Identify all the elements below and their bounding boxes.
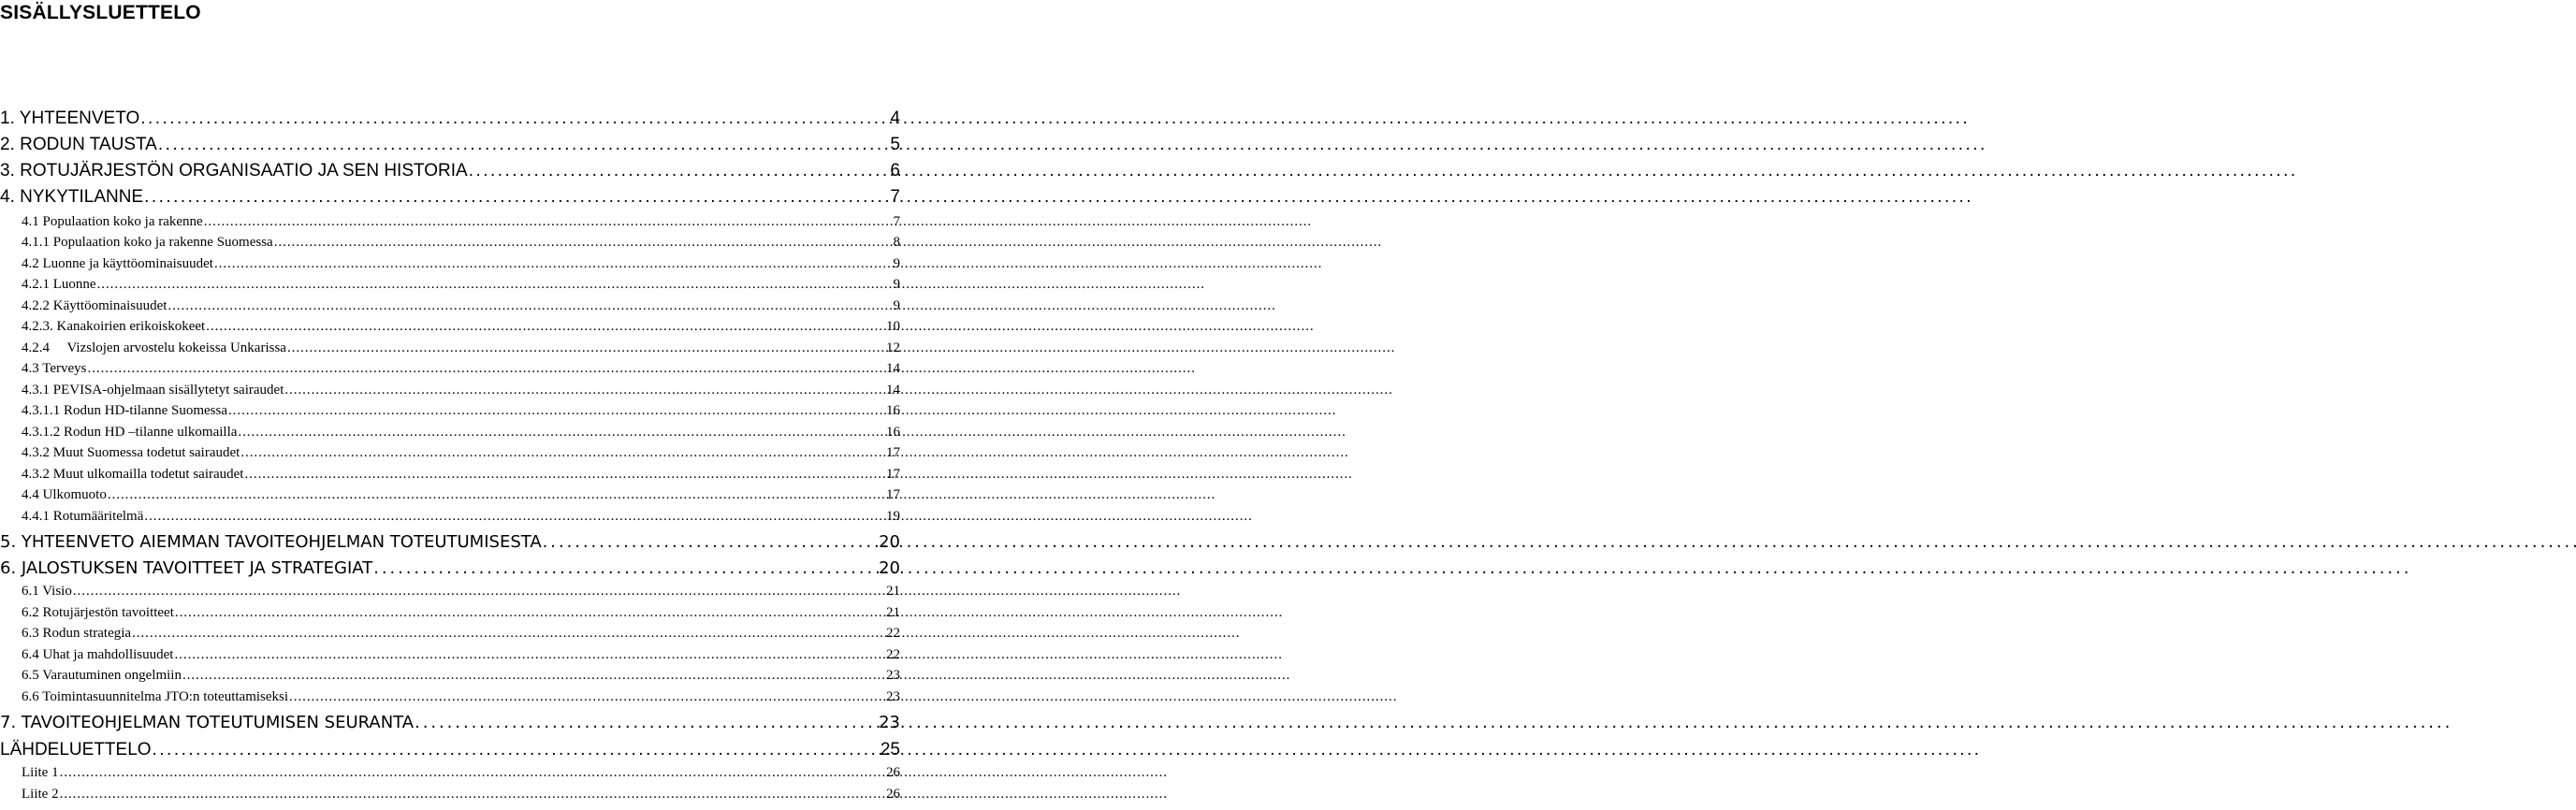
toc-dot-leader [144,509,885,525]
toc-entry-label: 6.1 Visio [22,584,72,599]
toc-entry-label: 4.2 Luonne ja käyttöominaisuudet [22,256,213,271]
toc-entry-label: 6.6 Toimintasuunnitelma JTO:n toteuttamiseksi [22,689,289,704]
toc-entry[interactable] [0,277,900,293]
toc-dot-leader [238,425,885,441]
toc-page-number: 8 [893,235,900,250]
toc-page-number: 9 [893,277,900,292]
toc-page-number: 9 [893,298,900,313]
toc-dot-leader [214,256,893,272]
toc-dot-leader [158,135,890,155]
toc-entry-label: Liite 1 [22,765,59,780]
toc-dot-leader [543,532,878,552]
toc-page-number: 16 [886,403,900,418]
toc-entry[interactable] [0,647,900,663]
toc-dot-leader [274,235,893,251]
toc-page-number: 20 [879,558,900,578]
toc-entry-label: 4.1.1 Populaation koko ja rakenne Suomessa [22,235,273,250]
toc-page-number: 20 [879,532,900,552]
toc-entry[interactable] [0,298,900,314]
toc-entry-label: 6.2 Rotujärjestön tavoitteet [22,605,174,620]
toc-page-number: 14 [886,383,900,398]
toc-page-number: 25 [880,740,900,759]
toc-page-number: 26 [886,787,900,802]
toc-dot-leader [108,487,885,503]
toc-page-number: 16 [886,425,900,440]
toc-page-number: 4 [890,108,900,128]
toc-entry[interactable] [0,740,900,760]
toc-dot-leader [287,340,885,356]
toc-entry-label: 3. ROTUJÄRJESTÖN ORGANISAATIO JA SEN HISTORIA [0,161,468,181]
toc-entry-label: 7. TAVOITEOHJELMAN TOTEUTUMISEN SEURANTA [0,713,415,732]
page-title: SISÄLLYSLUETTELO [0,2,201,23]
toc-entry-label: 4.3 Terveys [22,361,87,376]
toc-page-number: 23 [886,689,900,704]
toc-dot-leader [228,403,885,419]
toc-entry[interactable] [0,689,900,705]
toc-entry-label: 2. RODUN TAUSTA [0,135,157,154]
toc-entry[interactable] [0,340,900,356]
toc-dot-leader [284,383,885,398]
toc-page-number: 10 [886,319,900,334]
toc-dot-leader [206,319,885,335]
toc-entry[interactable] [0,626,900,642]
toc-entry[interactable] [0,161,900,181]
toc-entry-label: 4.2.3. Kanakoirien erikoiskokeet [22,319,206,334]
toc-entry[interactable] [0,256,900,272]
toc-entry[interactable] [0,605,900,621]
toc-entry[interactable] [0,765,900,781]
toc-dot-leader [140,108,889,129]
toc-entry-label: 4.2.2 Käyttöominaisuudet [22,298,167,313]
toc-entry-label: 4.4 Ulkomuoto [22,487,107,502]
toc-entry-label: LÄHDELUETTELO [0,740,152,759]
toc-dot-leader [244,467,885,483]
toc-entry-label: 6. JALOSTUKSEN TAVOITTEET JA STRATEGIAT [0,558,373,578]
toc-page-number: 5 [890,135,900,154]
toc-entry-label: 6.3 Rodun strategia [22,626,132,641]
toc-entry-label: 4.2.4 Vizslojen arvostelu kokeissa Unkarissa [22,340,286,355]
toc-entry[interactable] [0,668,900,684]
toc-dot-leader [144,187,889,208]
toc-entry-label: 1. YHTEENVETO [0,108,140,128]
toc-page-number: 21 [886,584,900,599]
toc-dot-leader [240,445,885,461]
toc-page-number: 9 [893,256,900,271]
document-page [0,0,898,810]
toc-dot-leader [167,298,892,314]
toc-entry[interactable] [0,235,900,251]
toc-dot-leader [73,584,885,600]
toc-page-number: 22 [886,626,900,641]
toc-dot-leader [373,558,878,578]
toc-page-number: 6 [890,161,900,181]
toc-entry[interactable] [0,319,900,335]
toc-dot-leader [175,605,885,621]
toc-entry-label: 4.3.2 Muut ulkomailla todetut sairaudet [22,467,244,482]
toc-page-number: 21 [886,605,900,620]
toc-dot-leader [153,740,880,760]
toc-entry-label: 4.3.1.1 Rodun HD-tilanne Suomessa [22,403,227,418]
toc-entry-label: 4.4.1 Rotumääritelmä [22,509,144,524]
toc-page-number: 12 [886,340,900,355]
toc-page-number: 19 [886,509,900,524]
toc-entry[interactable] [0,467,900,483]
toc-entry-label: 4.1 Populaation koko ja rakenne [22,214,203,229]
toc-dot-leader [289,689,885,705]
toc-entry[interactable] [0,532,900,552]
toc-page-number: 7 [890,187,900,207]
toc-entry-label: 4.3.1 PEVISA-ohjelmaan sisällytetyt sairaudet [22,383,284,398]
toc-entry[interactable] [0,425,900,441]
toc-dot-leader [60,765,885,781]
toc-entry[interactable] [0,445,900,461]
toc-entry[interactable] [0,383,900,398]
toc-dot-leader [174,647,885,663]
toc-page-number: 14 [886,361,900,376]
toc-entry-label: 4.3.1.2 Rodun HD –tilanne ulkomailla [22,425,238,440]
toc-page-number: 23 [879,713,900,732]
toc-entry[interactable] [0,713,900,732]
toc-entry-label: Liite 2 [22,787,59,802]
toc-entry[interactable] [0,214,900,230]
toc-page-number: 17 [886,467,900,482]
toc-entry-label: 6.4 Uhat ja mahdollisuudet [22,647,174,662]
toc-entry[interactable] [0,187,900,208]
toc-page-number: 17 [886,487,900,502]
toc-entry[interactable] [0,135,900,155]
toc-dot-leader [60,787,885,803]
toc-entry[interactable] [0,108,900,129]
toc-entry[interactable] [0,558,900,578]
toc-page-number: 22 [886,647,900,662]
toc-entry-label: 5. YHTEENVETO AIEMMAN TAVOITEOHJELMAN TOTEUTUMISESTA [0,532,542,552]
toc-dot-leader [204,214,893,230]
toc-entry-label: 4.3.2 Muut Suomessa todetut sairaudet [22,445,240,460]
toc-entry[interactable] [0,584,900,600]
toc-dot-leader [97,277,893,293]
toc-entry-label: 6.5 Varautuminen ongelmiin [22,668,182,683]
toc-dot-leader [132,626,885,642]
toc-entry-label: 4. NYKYTILANNE [0,187,144,207]
toc-entry[interactable] [0,403,900,419]
toc-entry[interactable] [0,361,900,377]
toc-page-number: 26 [886,765,900,780]
toc-dot-leader [182,668,885,684]
toc-entry-label: 4.2.1 Luonne [22,277,96,292]
toc-page-number: 7 [893,214,900,229]
toc-entry[interactable] [0,509,900,525]
toc-entry[interactable] [0,787,900,803]
toc-page-number: 17 [886,445,900,460]
toc-page-number: 23 [886,668,900,683]
toc-dot-leader [88,361,886,377]
toc-dot-leader [415,713,878,732]
toc-dot-leader [469,161,890,181]
toc-entry[interactable] [0,487,900,503]
